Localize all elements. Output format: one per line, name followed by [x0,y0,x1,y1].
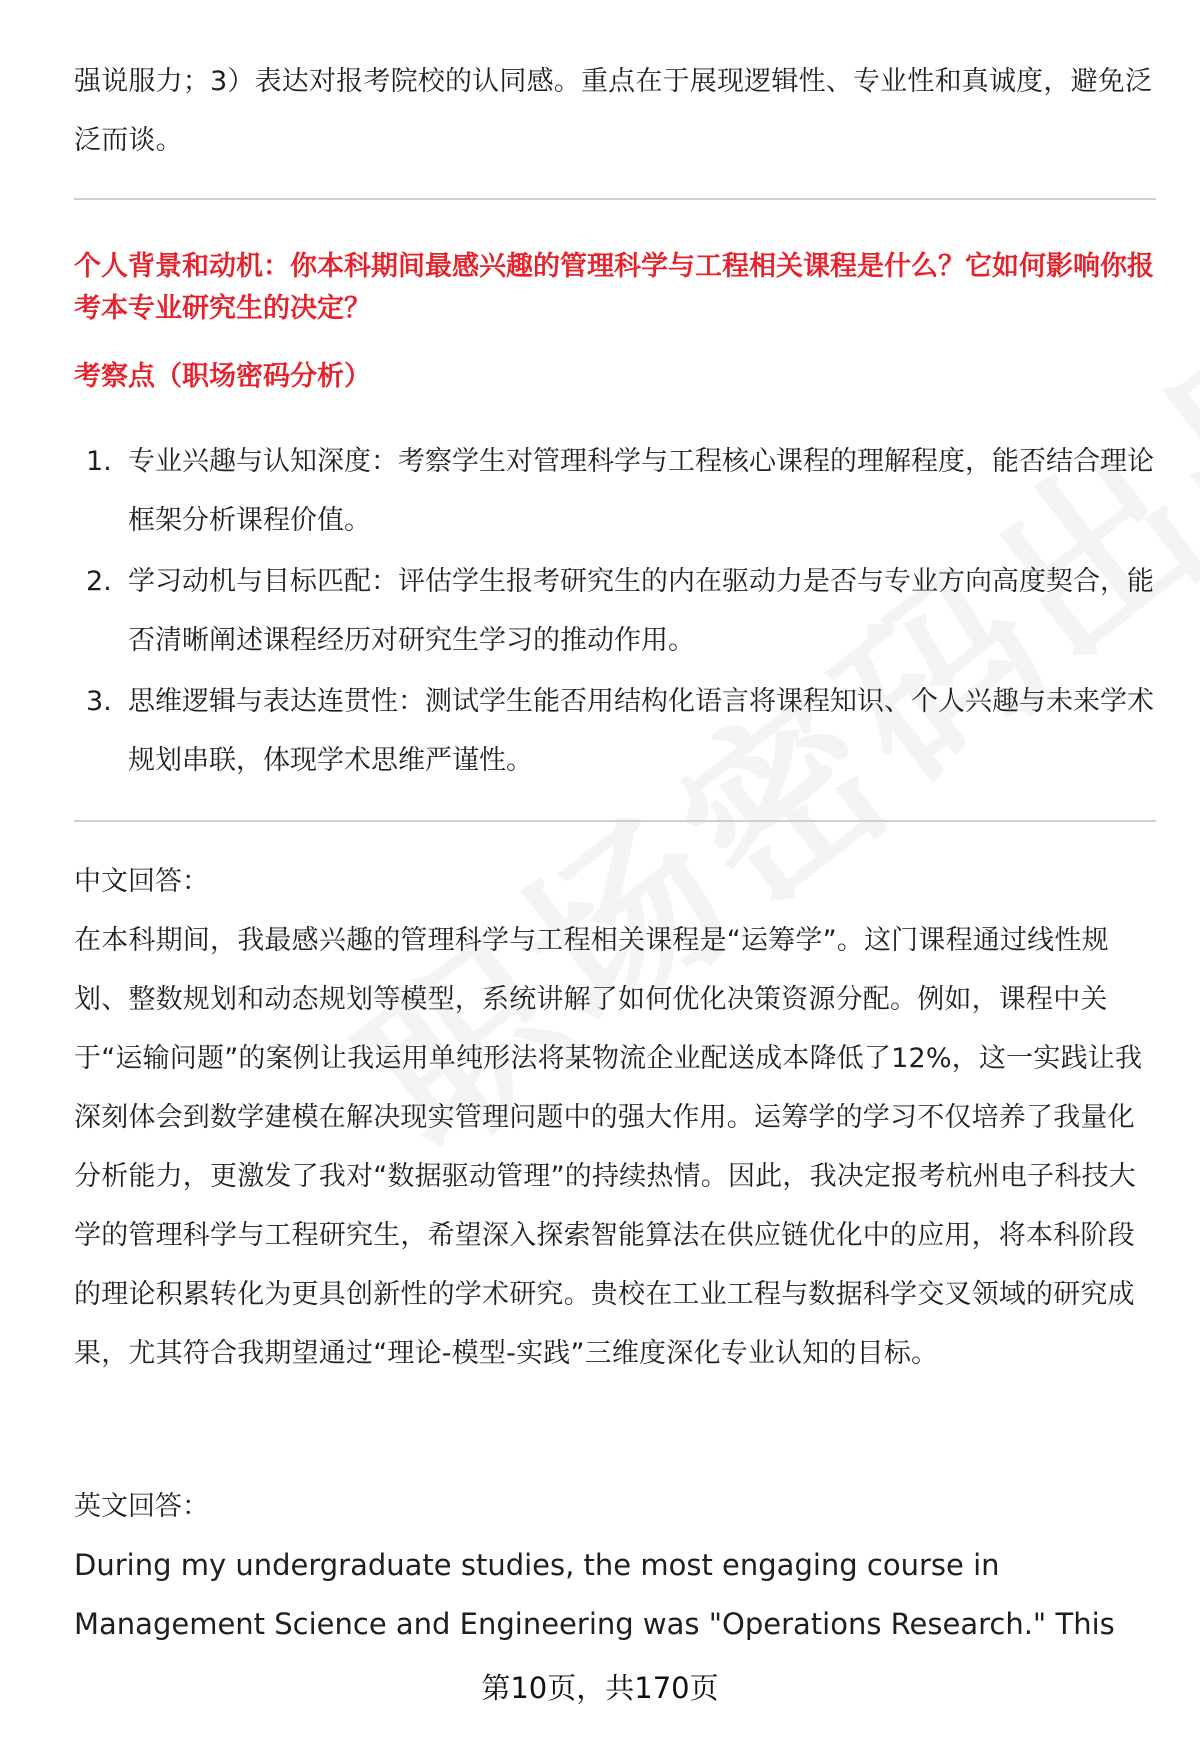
divider-middle [74,820,1156,822]
analysis-title: 考察点（职场密码分析） [74,361,371,392]
chinese-answer-label: 中文回答： [74,866,209,897]
analysis-points-list [74,432,1156,792]
chinese-answer-text: 在本科期间，我最感兴趣的管理科学与工程相关课程是“运筹学”。这门课程通过线性规划、整数规划和动态规划等模型，系统讲解了如何优化决策资源分配。例如，课程中关于“运输问题”的案例让我运用单纯形法将某物流企业配送成本降低了12%，这一实践让我深刻体会到数学建模在解决现实管理问题中的强大作用。运筹学的学习不仅培养了我量化分析能力，更激发了我对“数据驱动管理”的持续热情。因此，我决定报考杭州电子科技大学的管理科学与工程研究生，希望深入探索智能算法在供应链优化中的应用，将本科阶段的理论积累转化为更具创新性的学术研究。贵校在工业工程与数据科学交叉领域的研究成果，尤其符合我期望通过“理论-模型-实践”三维度深化专业认知的目标。 [74,925,1143,1369]
page-number-footer: 第10页，共170页 [481,1671,719,1705]
intro-paragraph: 强说服力；3）表达对报考院校的认同感。重点在于展现逻辑性、专业性和真诚度，避免泛泛而谈。 [74,66,1153,156]
point-text: 思维逻辑与表达连贯性：测试学生能否用结构化语言将课程知识、个人兴趣与未来学术规划串联，体现学术思维严谨性。 [128,686,1154,776]
english-answer-line: During my undergraduate studies, the most engaging course in [74,1548,1000,1582]
english-answer-section [74,1477,1156,1654]
analysis-point [74,672,1156,790]
chinese-answer-section [74,852,1156,1383]
english-answer-label: 英文回答： [74,1491,209,1522]
analysis-point [74,432,1156,550]
analysis-point [74,552,1156,670]
english-answer-line: Management Science and Engineering was "Operations Research." This [74,1607,1115,1641]
point-number: 2. [86,566,112,597]
point-number: 1. [86,446,112,477]
point-number: 3. [86,686,112,717]
point-text: 学习动机与目标匹配：评估学生报考研究生的内在驱动力是否与专业方向高度契合，能否清晰阐述课程经历对研究生学习的推动作用。 [128,566,1154,656]
question-heading: 个人背景和动机：你本科期间最感兴趣的管理科学与工程相关课程是什么？它如何影响你报考本专业研究生的决定？ [74,251,1154,324]
divider-top [74,198,1156,200]
point-text: 专业兴趣与认知深度：考察学生对管理科学与工程核心课程的理解程度，能否结合理论框架分析课程价值。 [128,446,1154,536]
